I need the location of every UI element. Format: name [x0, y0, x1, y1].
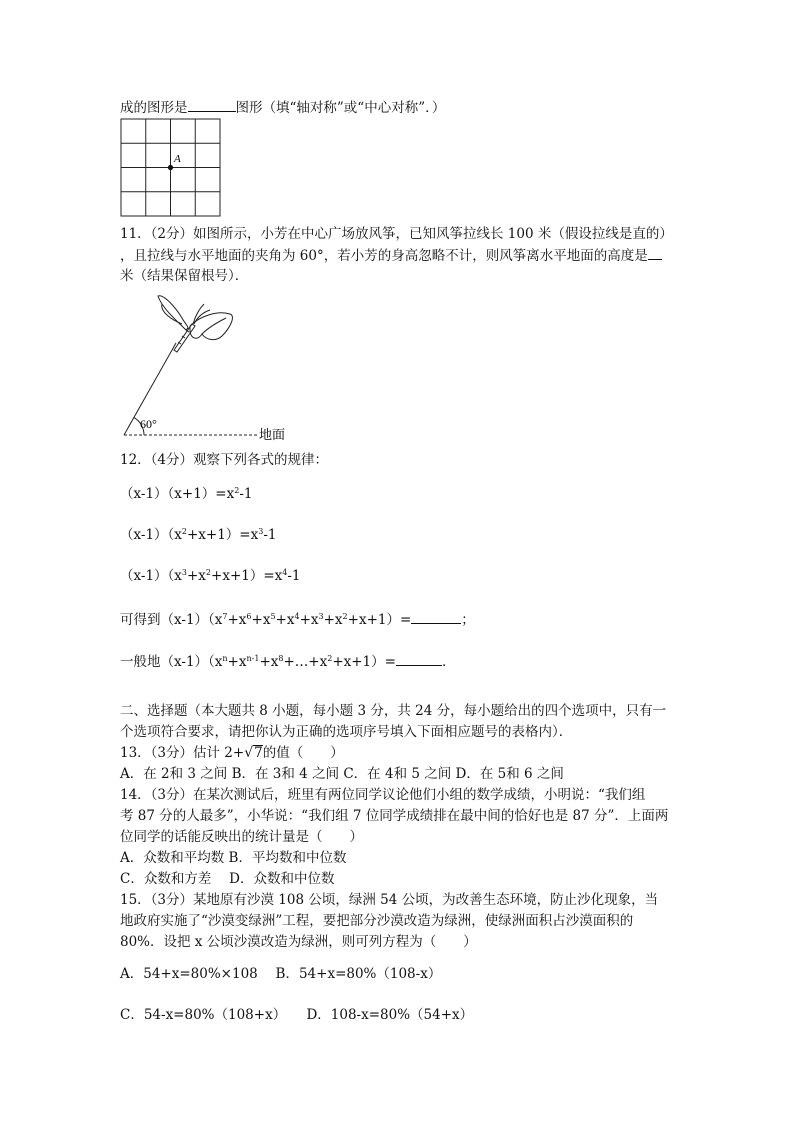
q11-line3: 米（结果保留根号）．: [120, 268, 249, 284]
q12-formula-2: [120, 526, 277, 544]
formula-part: +x+1）=x: [186, 527, 259, 543]
q14-line2: 考 87 分的人最多”，小华说：“我们组 7 位同学成绩排在最中间的恰好也是 87 分”．上面两: [120, 808, 669, 824]
exponent: 2: [205, 568, 212, 577]
answer-blank: [648, 246, 662, 260]
exponent: 2: [342, 612, 348, 621]
formula-part: +…+x: [283, 654, 328, 670]
formula-part: +x: [323, 612, 343, 628]
exponent: 3: [181, 568, 187, 577]
formula-part: +x: [259, 654, 279, 670]
formula-part: 可得到（x-1）（x: [120, 612, 223, 628]
exponent: 5: [270, 612, 276, 621]
grid-figure: [120, 118, 222, 218]
q11-line1: 11．（2分）如图所示，小芳在中心广场放风筝，已知风筝拉线长 100 米（假设拉线是直的）: [120, 226, 673, 242]
fill-in-line-symmetry: [120, 98, 445, 117]
q12-formula-1: [120, 485, 252, 503]
exponent: 8: [278, 654, 284, 663]
q13-text-b: 的值（ ）: [262, 745, 344, 761]
formula-part: ；: [461, 612, 475, 628]
text-before: 成的图形是: [120, 100, 188, 116]
q11-line2: [120, 246, 662, 265]
q14-line3: 位同学的话能反映出的统计量是（ ）: [120, 829, 363, 845]
exponent: n: [222, 654, 228, 663]
q15-line2: 地政府实施了“沙漠变绿洲”工程，要把部分沙漠改造为绿洲，使绿洲面积占沙漠面积的: [120, 913, 634, 929]
formula-part: -1: [239, 486, 253, 502]
formula-part: +x: [227, 612, 247, 628]
kite-figure: [118, 290, 298, 442]
q13-text-a: 13．（3分）估计 2+: [120, 745, 245, 761]
ground-label: 地面: [259, 427, 286, 442]
text-after: 图形（填“轴对称”或“中心对称”．）: [235, 100, 446, 116]
q15-options-2: C．54-x=80%（108+x） D．108-x=80%（54+x）: [120, 1007, 474, 1023]
formula-part: （x-1）（x: [120, 568, 182, 584]
answer-blank: [411, 610, 461, 624]
exponent: 7: [222, 612, 228, 621]
formula-part: +x: [186, 568, 206, 584]
formula-part: 一般地（x-1）（x: [120, 654, 223, 670]
q14-line1: 14．（3分）在某次测试后，班里有两位同学议论他们小组的数学成绩，小明说：“我们组: [120, 787, 646, 803]
sqrt-icon: √: [244, 745, 254, 761]
formula-part: +x: [227, 654, 247, 670]
formula-part: ．: [441, 654, 456, 670]
formula-part: +x+1）=: [332, 654, 396, 670]
formula-part: -1: [263, 527, 277, 543]
q14-options-1: A．众数和平均数 B．平均数和中位数: [120, 850, 347, 866]
q13-stem: [120, 744, 344, 762]
exponent: n-1: [246, 654, 260, 663]
point-a-label: A: [174, 153, 181, 165]
formula-part: （x-1）（x: [120, 527, 182, 543]
q13-options: A．在 2和 3 之间 B．在 3和 4 之间 C．在 4和 5 之间 D．在 5和 6 之间: [120, 766, 564, 782]
exponent: 3: [318, 612, 324, 621]
exponent: 2: [327, 654, 333, 663]
q14-options-2: C．众数和方差 D．众数和中位数: [120, 871, 335, 887]
formula-part: -1: [287, 568, 301, 584]
q12-formula-5: [120, 652, 455, 671]
point-a: [168, 165, 173, 170]
formula-part: +x+1）=: [347, 612, 412, 628]
angle-label: 60°: [140, 417, 157, 431]
q15-line1: 15．（3分）某地原有沙漠 108 公顷，绿洲 54 公顷，为改善生态环境，防止沙化现象，当: [120, 892, 659, 908]
exponent: 3: [258, 527, 264, 536]
exponent: 4: [282, 568, 288, 577]
q15-line3: 80%．设把 x 公顷沙漠改造为绿洲，则可列方程为（ ）: [120, 934, 477, 950]
butterfly-kite-icon: [158, 296, 232, 352]
formula-part: （x-1）（x+1）=x: [120, 486, 235, 502]
answer-blank: [396, 652, 442, 666]
formula-part: +x: [299, 612, 319, 628]
q12-formula-3: [120, 567, 301, 585]
exponent: 6: [246, 612, 252, 621]
exponent: 4: [294, 612, 300, 621]
formula-part: +x: [251, 612, 271, 628]
answer-blank: [188, 98, 236, 112]
formula-part: +x+1）=x: [211, 568, 283, 584]
q12-formula-4: [120, 610, 475, 629]
q11-line2-text: ，且拉线与水平地面的夹角为 60°，若小芳的身高忽略不计，则风筝离水平地面的高度是: [120, 248, 648, 264]
q12-intro: 12．（4分）观察下列各式的规律：: [120, 452, 329, 468]
q15-options-1: A．54+x=80%×108 B．54+x=80%（108-x）: [120, 966, 442, 982]
exponent: 2: [181, 527, 187, 536]
formula-part: +x: [275, 612, 295, 628]
section2-line1: 二、选择题（本大题共 8 小题，每小题 3 分，共 24 分，每小题给出的四个选项中，只有一: [120, 703, 667, 719]
radicand: 7: [254, 745, 263, 761]
exponent: 2: [234, 486, 240, 495]
section2-line2: 个选项符合要求，请把你认为正确的选项序号填入下面相应题号的表格内）．: [120, 724, 573, 740]
